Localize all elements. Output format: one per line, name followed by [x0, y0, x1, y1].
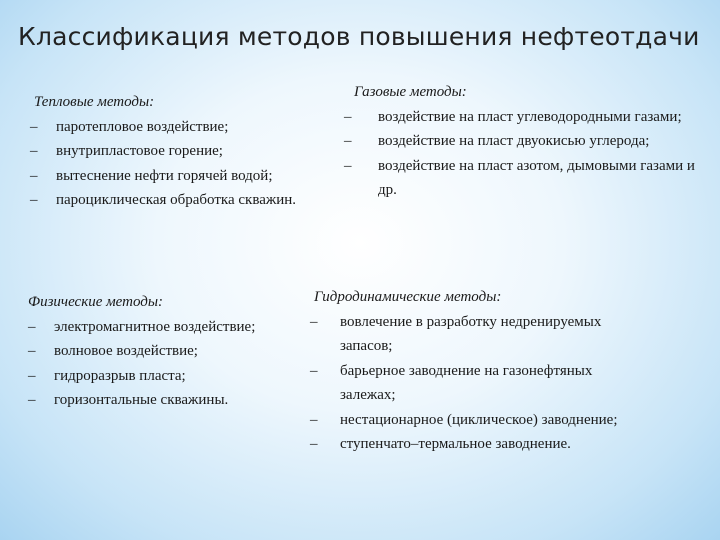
heat-methods-heading: Тепловые методы:	[34, 94, 155, 110]
list-item	[28, 315, 318, 340]
list-item-text: пароциклическая обработка скважин.	[56, 192, 297, 208]
hydrodynamic-methods-heading: Гидродинамические методы:	[314, 289, 502, 305]
bullet-dash: –	[310, 362, 318, 379]
list-item	[344, 105, 704, 130]
list-item-text: вовлечение в разработку недренируемых запасов;	[340, 313, 602, 354]
bullet-dash: –	[30, 143, 38, 159]
bullet-dash: –	[344, 108, 352, 125]
bullet-dash: –	[344, 157, 352, 174]
gas-methods-heading: Газовые методы:	[354, 84, 467, 100]
bullet-dash: –	[30, 192, 38, 208]
list-item-text: гидроразрыв пласта;	[54, 367, 186, 384]
list-item	[30, 164, 354, 189]
list-item	[344, 154, 704, 203]
bullet-dash: –	[310, 436, 318, 452]
list-item	[310, 359, 650, 408]
list-item	[310, 432, 650, 457]
physical-methods-block	[28, 290, 318, 413]
list-item-text: ступенчато–термальное заводнение.	[340, 436, 571, 452]
heat-methods-block	[30, 90, 354, 213]
bullet-dash: –	[30, 167, 38, 184]
list-item-text: паротепловое воздействие;	[56, 118, 229, 135]
gas-methods-block	[344, 80, 704, 203]
list-item	[310, 310, 650, 359]
list-item-text: барьерное заводнение на газонефтяных залежах;	[340, 362, 593, 403]
bullet-dash: –	[28, 343, 36, 359]
bullet-dash: –	[28, 318, 36, 335]
list-item	[30, 139, 354, 164]
list-item	[28, 364, 318, 389]
list-item	[30, 188, 354, 213]
bullet-dash: –	[30, 118, 38, 135]
bullet-dash: –	[28, 367, 36, 384]
list-item-text: горизонтальные скважины.	[54, 392, 229, 408]
list-item-text: электромагнитное воздействие;	[54, 318, 256, 335]
list-item-text: нестационарное (циклическое) заводнение;	[340, 411, 618, 428]
list-item-text: вытеснение нефти горячей водой;	[56, 167, 273, 184]
slide-title: Классификация методов повышения нефтеотдачи	[18, 22, 700, 51]
physical-methods-heading: Физические методы:	[28, 294, 164, 310]
list-item-text: волновое воздействие;	[54, 343, 198, 359]
list-item-text: воздействие на пласт углеводородными газами;	[378, 108, 682, 125]
bullet-dash: –	[344, 133, 352, 149]
list-item-text: воздействие на пласт азотом, дымовыми газами и др.	[378, 157, 695, 198]
bullet-dash: –	[310, 411, 318, 428]
list-item-text: воздействие на пласт двуокисью углерода;	[378, 133, 650, 149]
list-item	[28, 388, 318, 413]
list-item	[310, 408, 650, 433]
list-item	[30, 115, 354, 140]
list-item	[344, 129, 704, 154]
bullet-dash: –	[28, 392, 36, 408]
list-item	[28, 339, 318, 364]
list-item-text: внутрипластовое горение;	[56, 143, 223, 159]
bullet-dash: –	[310, 313, 318, 330]
hydrodynamic-methods-block	[310, 285, 650, 457]
